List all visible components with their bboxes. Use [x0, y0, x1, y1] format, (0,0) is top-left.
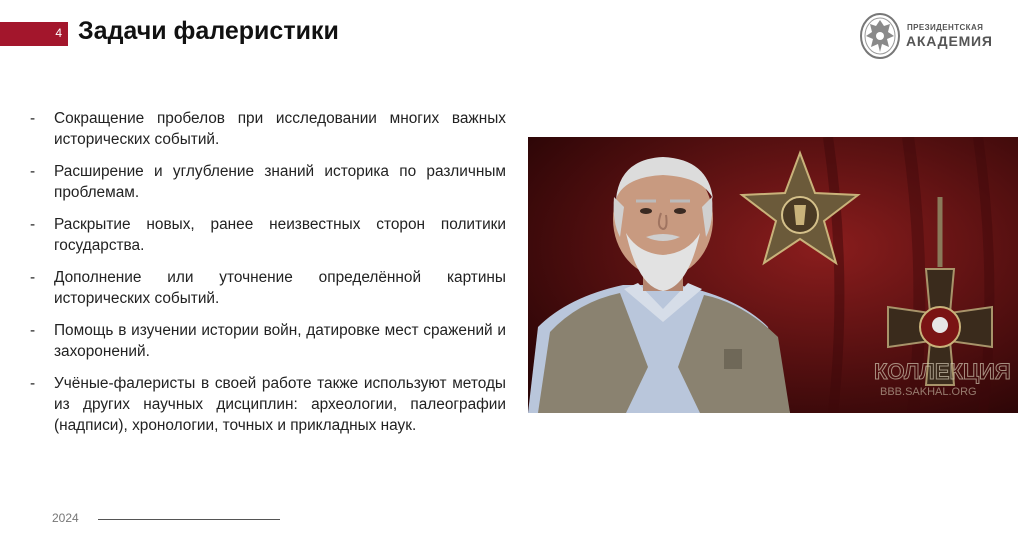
list-item: - Дополнение или уточнение определённой картины исторических событий. [30, 267, 506, 309]
logo-text-bottom: АКАДЕМИЯ [906, 33, 993, 49]
portrait-illustration [528, 137, 1018, 413]
slide-number-bar [0, 22, 68, 46]
portrait-photo [528, 137, 1018, 413]
list-item: - Расширение и углубление знаний историка по различным проблемам. [30, 161, 506, 203]
watermark-subtext: ВВВ.SAKHAL.ORG [880, 386, 977, 398]
tasks-list [30, 108, 506, 447]
logo-text-top: ПРЕЗИДЕНТСКАЯ [907, 23, 984, 32]
academy-logo [858, 10, 1008, 62]
list-item: - Помощь в изучении истории войн, датировке мест сражений и захоронений. [30, 320, 506, 362]
list-item: - Учёные-фалеристы в своей работе также используют методы из других научных дисциплин: археологии, палеографии (надписи), хронологии, точных и прикладных наук. [30, 373, 506, 436]
slide-title: Задачи фалеристики [78, 17, 339, 45]
eagle-seal-icon [858, 10, 902, 62]
watermark-text: КОЛЛЕКЦИЯ [874, 359, 1011, 384]
footer-divider [98, 519, 280, 520]
list-item: - Раскрытие новых, ранее неизвестных сторон политики государства. [30, 214, 506, 256]
footer-year: 2024 [52, 511, 79, 525]
list-item: - Сокращение пробелов при исследовании многих важных исторических событий. [30, 108, 506, 150]
slide-number: 4 [55, 26, 62, 40]
